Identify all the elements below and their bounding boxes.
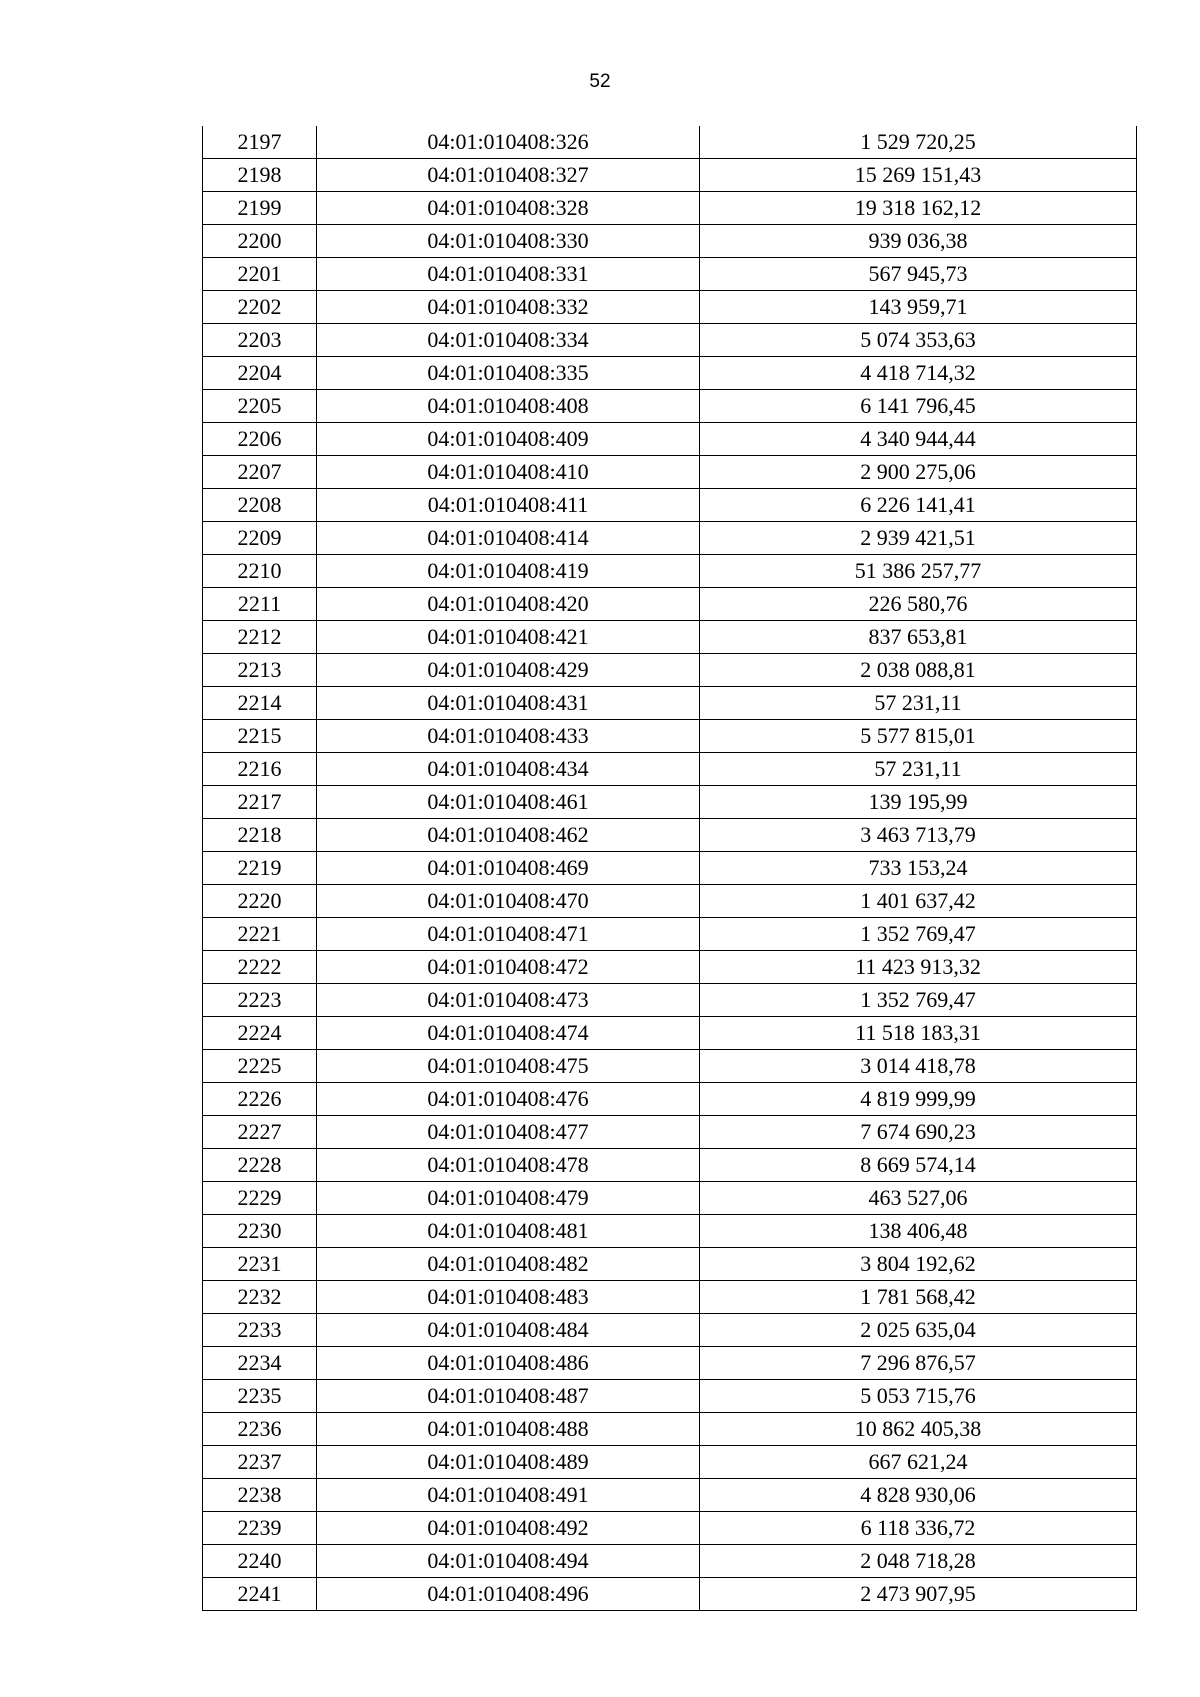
- cadastral-number-cell: 04:01:010408:491: [317, 1479, 700, 1512]
- row-number-cell: 2227: [203, 1116, 317, 1149]
- row-number-cell: 2225: [203, 1050, 317, 1083]
- cadastral-number-cell: 04:01:010408:469: [317, 852, 700, 885]
- row-number-cell: 2226: [203, 1083, 317, 1116]
- cadastral-number-cell: 04:01:010408:421: [317, 621, 700, 654]
- table-row: [203, 720, 1137, 753]
- cadastral-value-cell: 51 386 257,77: [700, 555, 1137, 588]
- cadastral-number-cell: 04:01:010408:488: [317, 1413, 700, 1446]
- row-number-cell: 2212: [203, 621, 317, 654]
- cadastral-value-cell: 7 674 690,23: [700, 1116, 1137, 1149]
- cadastral-number-cell: 04:01:010408:482: [317, 1248, 700, 1281]
- cadastral-number-cell: 04:01:010408:419: [317, 555, 700, 588]
- row-number-cell: 2206: [203, 423, 317, 456]
- cadastral-number-cell: 04:01:010408:330: [317, 225, 700, 258]
- table-row: [203, 1446, 1137, 1479]
- table-row: [203, 357, 1137, 390]
- table-row: [203, 489, 1137, 522]
- cadastral-value-cell: 4 819 999,99: [700, 1083, 1137, 1116]
- cadastral-number-cell: 04:01:010408:483: [317, 1281, 700, 1314]
- row-number-cell: 2235: [203, 1380, 317, 1413]
- table-row: [203, 1215, 1137, 1248]
- cadastral-number-cell: 04:01:010408:327: [317, 159, 700, 192]
- table-row: [203, 984, 1137, 1017]
- cadastral-number-cell: 04:01:010408:473: [317, 984, 700, 1017]
- row-number-cell: 2241: [203, 1578, 317, 1611]
- cadastral-number-cell: 04:01:010408:431: [317, 687, 700, 720]
- cadastral-number-cell: 04:01:010408:408: [317, 390, 700, 423]
- cadastral-number-cell: 04:01:010408:479: [317, 1182, 700, 1215]
- table-row: [203, 522, 1137, 555]
- cadastral-value-cell: 2 939 421,51: [700, 522, 1137, 555]
- cadastral-value-cell: 5 577 815,01: [700, 720, 1137, 753]
- table-row: [203, 1149, 1137, 1182]
- cadastral-value-cell: 2 048 718,28: [700, 1545, 1137, 1578]
- cadastral-value-cell: 939 036,38: [700, 225, 1137, 258]
- table-row: [203, 621, 1137, 654]
- row-number-cell: 2231: [203, 1248, 317, 1281]
- row-number-cell: 2205: [203, 390, 317, 423]
- cadastral-value-cell: 733 153,24: [700, 852, 1137, 885]
- row-number-cell: 2228: [203, 1149, 317, 1182]
- row-number-cell: 2217: [203, 786, 317, 819]
- row-number-cell: 2238: [203, 1479, 317, 1512]
- row-number-cell: 2216: [203, 753, 317, 786]
- table-row: [203, 885, 1137, 918]
- row-number-cell: 2208: [203, 489, 317, 522]
- row-number-cell: 2223: [203, 984, 317, 1017]
- cadastral-number-cell: 04:01:010408:484: [317, 1314, 700, 1347]
- row-number-cell: 2230: [203, 1215, 317, 1248]
- cadastral-value-cell: 19 318 162,12: [700, 192, 1137, 225]
- cadastral-number-cell: 04:01:010408:470: [317, 885, 700, 918]
- table-row: [203, 1347, 1137, 1380]
- cadastral-value-cell: 3 014 418,78: [700, 1050, 1137, 1083]
- cadastral-number-cell: 04:01:010408:411: [317, 489, 700, 522]
- row-number-cell: 2197: [203, 126, 317, 159]
- table-row: [203, 918, 1137, 951]
- cadastral-value-cell: 4 418 714,32: [700, 357, 1137, 390]
- row-number-cell: 2218: [203, 819, 317, 852]
- row-number-cell: 2240: [203, 1545, 317, 1578]
- cadastral-number-cell: 04:01:010408:476: [317, 1083, 700, 1116]
- row-number-cell: 2213: [203, 654, 317, 687]
- cadastral-number-cell: 04:01:010408:461: [317, 786, 700, 819]
- cadastral-number-cell: 04:01:010408:429: [317, 654, 700, 687]
- cadastral-number-cell: 04:01:010408:409: [317, 423, 700, 456]
- table-row: [203, 1413, 1137, 1446]
- table-row: [203, 1182, 1137, 1215]
- table-row: [203, 1083, 1137, 1116]
- table-row: [203, 423, 1137, 456]
- row-number-cell: 2224: [203, 1017, 317, 1050]
- table-row: [203, 1050, 1137, 1083]
- cadastral-number-cell: 04:01:010408:471: [317, 918, 700, 951]
- table-row: [203, 324, 1137, 357]
- row-number-cell: 2198: [203, 159, 317, 192]
- row-number-cell: 2229: [203, 1182, 317, 1215]
- row-number-cell: 2215: [203, 720, 317, 753]
- cadastral-value-cell: 6 226 141,41: [700, 489, 1137, 522]
- table-row: [203, 1116, 1137, 1149]
- table-row: [203, 1578, 1137, 1611]
- row-number-cell: 2214: [203, 687, 317, 720]
- row-number-cell: 2234: [203, 1347, 317, 1380]
- cadastral-value-cell: 1 529 720,25: [700, 126, 1137, 159]
- table-row: [203, 654, 1137, 687]
- cadastral-value-cell: 15 269 151,43: [700, 159, 1137, 192]
- page-number: 52: [589, 71, 611, 92]
- cadastral-value-cell: 6 141 796,45: [700, 390, 1137, 423]
- cadastral-value-cell: 2 038 088,81: [700, 654, 1137, 687]
- table-row: [203, 1380, 1137, 1413]
- cadastral-number-cell: 04:01:010408:328: [317, 192, 700, 225]
- cadastral-number-cell: 04:01:010408:420: [317, 588, 700, 621]
- row-number-cell: 2232: [203, 1281, 317, 1314]
- cadastral-value-cell: 57 231,11: [700, 753, 1137, 786]
- cadastral-number-cell: 04:01:010408:434: [317, 753, 700, 786]
- cadastral-value-cell: 226 580,76: [700, 588, 1137, 621]
- cadastral-value-cell: 567 945,73: [700, 258, 1137, 291]
- cadastral-value-cell: 2 025 635,04: [700, 1314, 1137, 1347]
- row-number-cell: 2219: [203, 852, 317, 885]
- cadastral-number-cell: 04:01:010408:472: [317, 951, 700, 984]
- row-number-cell: 2222: [203, 951, 317, 984]
- cadastral-value-cell: 4 340 944,44: [700, 423, 1137, 456]
- row-number-cell: 2210: [203, 555, 317, 588]
- cadastral-number-cell: 04:01:010408:334: [317, 324, 700, 357]
- cadastral-number-cell: 04:01:010408:410: [317, 456, 700, 489]
- cadastral-number-cell: 04:01:010408:486: [317, 1347, 700, 1380]
- cadastral-number-cell: 04:01:010408:332: [317, 291, 700, 324]
- cadastral-value-cell: 6 118 336,72: [700, 1512, 1137, 1545]
- row-number-cell: 2211: [203, 588, 317, 621]
- table-row: [203, 951, 1137, 984]
- cadastral-value-cell: 667 621,24: [700, 1446, 1137, 1479]
- cadastral-number-cell: 04:01:010408:489: [317, 1446, 700, 1479]
- row-number-cell: 2220: [203, 885, 317, 918]
- row-number-cell: 2236: [203, 1413, 317, 1446]
- table-row: [203, 1479, 1137, 1512]
- row-number-cell: 2239: [203, 1512, 317, 1545]
- cadastral-value-cell: 1 781 568,42: [700, 1281, 1137, 1314]
- row-number-cell: 2204: [203, 357, 317, 390]
- cadastral-value-cell: 463 527,06: [700, 1182, 1137, 1215]
- cadastral-number-cell: 04:01:010408:475: [317, 1050, 700, 1083]
- cadastral-value-cell: 2 473 907,95: [700, 1578, 1137, 1611]
- table-body: [203, 126, 1137, 1611]
- row-number-cell: 2237: [203, 1446, 317, 1479]
- table-row: [203, 159, 1137, 192]
- table-row: [203, 555, 1137, 588]
- row-number-cell: 2209: [203, 522, 317, 555]
- table-row: [203, 1545, 1137, 1578]
- cadastral-value-cell: 3 804 192,62: [700, 1248, 1137, 1281]
- cadastral-number-cell: 04:01:010408:487: [317, 1380, 700, 1413]
- cadastral-number-cell: 04:01:010408:477: [317, 1116, 700, 1149]
- table-row: [203, 753, 1137, 786]
- cadastral-number-cell: 04:01:010408:433: [317, 720, 700, 753]
- cadastral-value-cell: 3 463 713,79: [700, 819, 1137, 852]
- cadastral-number-cell: 04:01:010408:474: [317, 1017, 700, 1050]
- table-row: [203, 786, 1137, 819]
- cadastral-value-cell: 57 231,11: [700, 687, 1137, 720]
- cadastral-value-cell: 5 074 353,63: [700, 324, 1137, 357]
- cadastral-value-cell: 5 053 715,76: [700, 1380, 1137, 1413]
- table-row: [203, 390, 1137, 423]
- table-row: [203, 1314, 1137, 1347]
- cadastral-value-cell: 2 900 275,06: [700, 456, 1137, 489]
- row-number-cell: 2221: [203, 918, 317, 951]
- row-number-cell: 2207: [203, 456, 317, 489]
- table-row: [203, 588, 1137, 621]
- cadastral-number-cell: 04:01:010408:496: [317, 1578, 700, 1611]
- row-number-cell: 2233: [203, 1314, 317, 1347]
- table-row: [203, 258, 1137, 291]
- table-row: [203, 225, 1137, 258]
- cadastral-number-cell: 04:01:010408:462: [317, 819, 700, 852]
- cadastral-value-cell: 138 406,48: [700, 1215, 1137, 1248]
- cadastral-value-cell: 1 352 769,47: [700, 918, 1137, 951]
- row-number-cell: 2200: [203, 225, 317, 258]
- cadastral-value-cell: 143 959,71: [700, 291, 1137, 324]
- table-row: [203, 1281, 1137, 1314]
- cadastral-value-cell: 837 653,81: [700, 621, 1137, 654]
- table-row: [203, 126, 1137, 159]
- table-row: [203, 1017, 1137, 1050]
- row-number-cell: 2203: [203, 324, 317, 357]
- cadastral-number-cell: 04:01:010408:326: [317, 126, 700, 159]
- cadastral-number-cell: 04:01:010408:335: [317, 357, 700, 390]
- table-row: [203, 687, 1137, 720]
- row-number-cell: 2199: [203, 192, 317, 225]
- cadastral-value-cell: 8 669 574,14: [700, 1149, 1137, 1182]
- cadastral-value-cell: 7 296 876,57: [700, 1347, 1137, 1380]
- cadastral-number-cell: 04:01:010408:494: [317, 1545, 700, 1578]
- cadastral-number-cell: 04:01:010408:492: [317, 1512, 700, 1545]
- cadastral-number-cell: 04:01:010408:481: [317, 1215, 700, 1248]
- table-row: [203, 1512, 1137, 1545]
- cadastral-value-cell: 11 423 913,32: [700, 951, 1137, 984]
- cadastral-number-cell: 04:01:010408:478: [317, 1149, 700, 1182]
- row-number-cell: 2201: [203, 258, 317, 291]
- cadastral-value-cell: 1 352 769,47: [700, 984, 1137, 1017]
- table-row: [203, 852, 1137, 885]
- table-row: [203, 1248, 1137, 1281]
- cadastral-value-cell: 139 195,99: [700, 786, 1137, 819]
- cadastral-value-cell: 11 518 183,31: [700, 1017, 1137, 1050]
- table-row: [203, 192, 1137, 225]
- table-row: [203, 456, 1137, 489]
- cadastral-number-cell: 04:01:010408:414: [317, 522, 700, 555]
- cadastral-value-cell: 4 828 930,06: [700, 1479, 1137, 1512]
- cadastral-value-cell: 10 862 405,38: [700, 1413, 1137, 1446]
- table-row: [203, 819, 1137, 852]
- cadastral-value-table: [202, 126, 1137, 1611]
- table-row: [203, 291, 1137, 324]
- cadastral-number-cell: 04:01:010408:331: [317, 258, 700, 291]
- row-number-cell: 2202: [203, 291, 317, 324]
- cadastral-value-cell: 1 401 637,42: [700, 885, 1137, 918]
